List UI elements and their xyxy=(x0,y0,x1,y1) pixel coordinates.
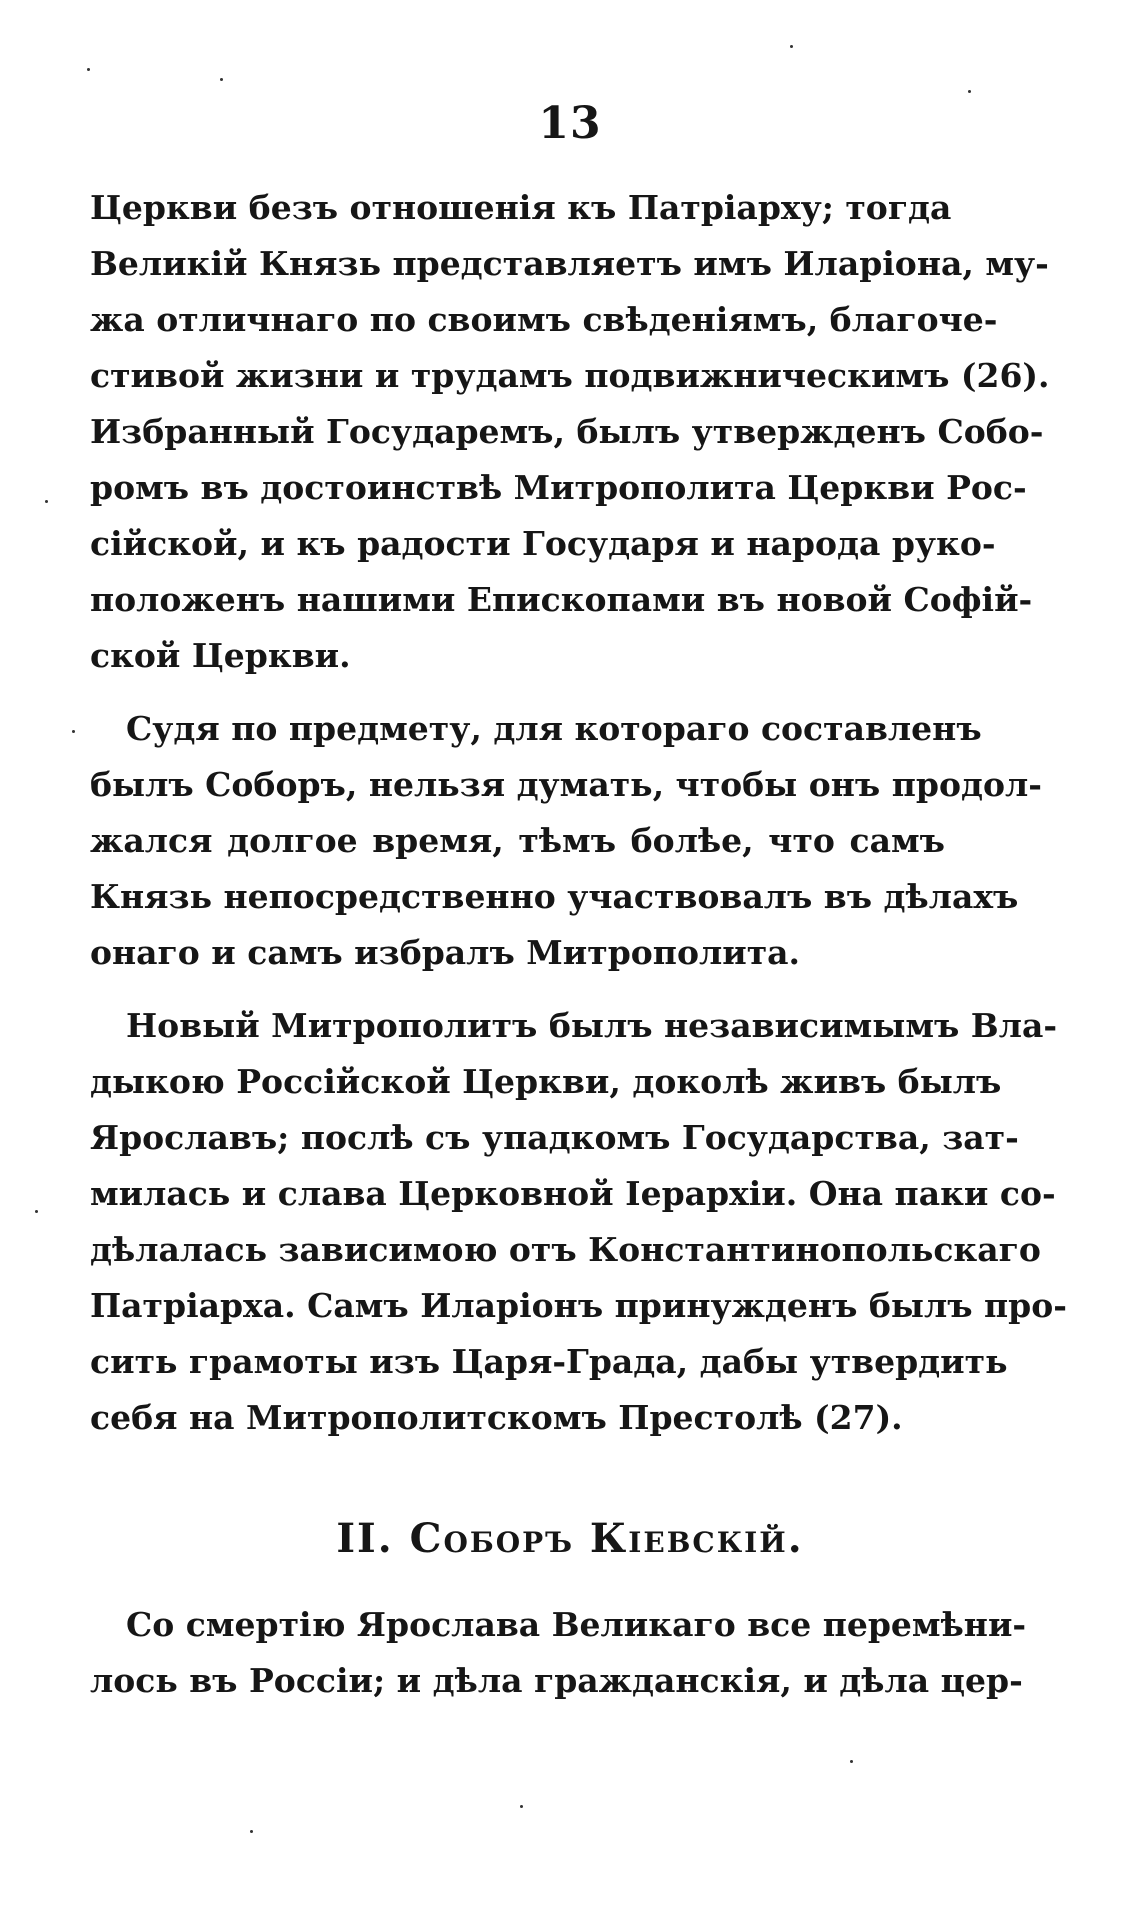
page-number: 13 xyxy=(538,98,602,149)
text-line: Со смертію Ярослава Великаго все перемѣни- xyxy=(126,1605,1027,1644)
scan-speck xyxy=(850,1760,853,1763)
scan-speck xyxy=(520,1805,523,1808)
text-line: милась и слава Церковной Іерархіи. Она паки со- xyxy=(90,1174,1056,1213)
scan-speck xyxy=(45,500,48,503)
text-line: Церкви безъ отношенія къ Патріарху; тогда xyxy=(90,188,952,227)
text-line: Ярославъ; послѣ съ упадкомъ Государства, зат- xyxy=(90,1118,1019,1157)
text-line: Князь непосредственно участвовалъ въ дѣлахъ xyxy=(90,877,1019,916)
text-line: Судя по предмету, для котораго составленъ xyxy=(126,709,982,748)
text-line: себя на Митрополитскомъ Престолѣ (27). xyxy=(90,1398,903,1437)
scan-speck xyxy=(968,90,971,93)
text-line: дѣлалась зависимою отъ Константинопольскаго xyxy=(90,1230,1041,1269)
text-line: былъ Соборъ, нельзя думать, чтобы онъ продол- xyxy=(90,765,1042,804)
text-line: жа отличнаго по своимъ свѣденіямъ, благоче- xyxy=(90,300,998,339)
scan-speck xyxy=(87,68,90,71)
text-line: Новый Митрополитъ былъ независимымъ Вла- xyxy=(126,1006,1058,1045)
scan-speck xyxy=(35,1210,38,1213)
text-line: стивой жизни и трудамъ подвижническимъ (26). xyxy=(90,356,1050,395)
text-line: сить грамоты изъ Царя-Града, дабы утвердить xyxy=(90,1342,1008,1381)
text-line: Патріарха. Самъ Иларіонъ принужденъ былъ про- xyxy=(90,1286,1067,1325)
text-line: Великій Князь представляетъ имъ Иларіона, му- xyxy=(90,244,1049,283)
scan-speck xyxy=(250,1830,253,1833)
section-heading: II. Соборъ Кіевскій. xyxy=(336,1515,804,1562)
scan-speck xyxy=(790,45,793,48)
text-line: Избранный Государемъ, былъ утвержденъ Собо- xyxy=(90,412,1044,451)
text-line: жался долгое время, тѣмъ болѣе, что самъ xyxy=(90,821,945,860)
scan-speck xyxy=(72,730,75,733)
text-line: сійской, и къ радости Государя и народа руко- xyxy=(90,524,996,563)
text-line: ской Церкви. xyxy=(90,636,351,675)
text-line: ромъ въ достоинствѣ Митрополита Церкви Рос- xyxy=(90,468,1027,507)
text-line: положенъ нашими Епископами въ новой Софій- xyxy=(90,580,1033,619)
text-line: онаго и самъ избралъ Митрополита. xyxy=(90,933,801,972)
scan-speck xyxy=(220,78,223,81)
text-line: лось въ Россіи; и дѣла гражданскія, и дѣла цер- xyxy=(90,1661,1023,1700)
text-line: дыкою Россійской Церкви, доколѣ живъ былъ xyxy=(90,1062,1002,1101)
